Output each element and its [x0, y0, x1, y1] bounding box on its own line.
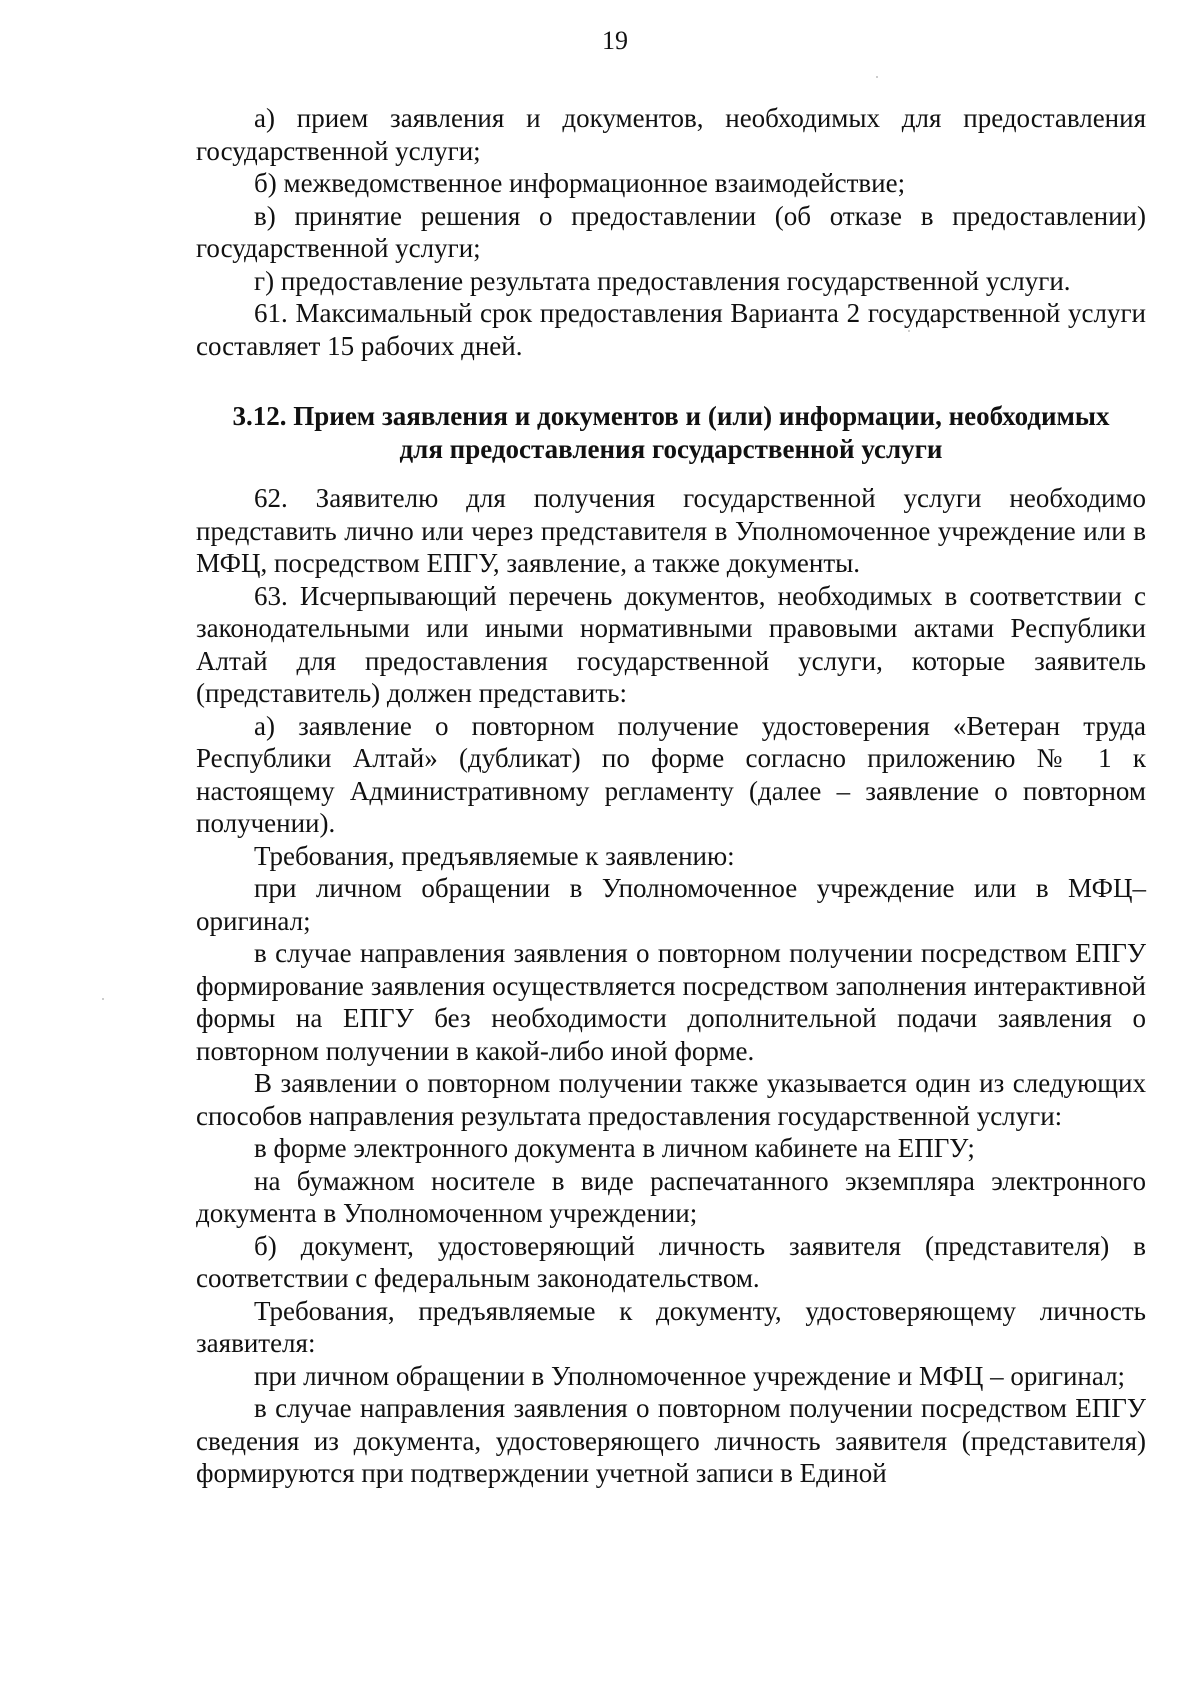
- document-body: [196, 102, 1146, 1490]
- page-number: 19: [602, 26, 628, 55]
- paragraph-61: 61. Максимальный срок предоставления Варианта 2 государственной услуги составляет 15 рабочих дней.: [196, 298, 1146, 361]
- paragraph-requirements-id: Требования, предъявляемые к документу, удостоверяющему личность заявителя:: [196, 1295, 1146, 1358]
- paragraph-requirements-application: Требования, предъявляемые к заявлению:: [254, 840, 735, 871]
- paragraph-item-b: б) межведомственное информационное взаимодействие;: [254, 168, 906, 198]
- paragraph-electronic-form: в форме электронного документа в личном кабинете на ЕПГУ;: [254, 1133, 975, 1163]
- paragraph-item-g: г) предоставление результата предоставления государственной услуги.: [254, 265, 1071, 296]
- paragraph-epgu-application: в случае направления заявления о повторном получении посредством ЕПГУ формирование заявления осуществляется посредством заполнения интерактивной формы на ЕПГУ без необходимости дополнительной подачи заявления о повторном получении в какой-либо иной форме.: [196, 938, 1146, 1066]
- paragraph-item-v: в) принятие решения о предоставлении (об отказе в предоставлении) государственной услуги;: [196, 200, 1146, 263]
- paragraph-63: 63. Исчерпывающий перечень документов, необходимых в соответствии с законодательными или иными нормативными правовыми актами Республики Алтай для предоставления государственной услуги, которые заявитель (представитель) должен представить:: [196, 580, 1146, 708]
- scan-artifact: [908, 330, 910, 332]
- paragraph-62: 62. Заявителю для получения государственной услуги необходимо представить лично или через представителя в Уполномоченное учреждение или в МФЦ, посредством ЕПГУ, заявление, а также документы.: [196, 483, 1146, 578]
- scan-artifact: [876, 76, 878, 78]
- paragraph-personal-visit: при личном обращении в Уполномоченное учреждение или в МФЦ– оригинал;: [196, 873, 1146, 936]
- section-heading: [196, 400, 1146, 466]
- section-heading-line-2: для предоставления государственной услуги: [399, 434, 943, 464]
- paragraph-result-methods: В заявлении о повторном получении также указывается один из следующих способов направления результата предоставления государственной услуги:: [196, 1068, 1146, 1131]
- paragraph-paper-form: на бумажном носителе в виде распечатанного экземпляра электронного документа в Уполномоченном учреждении;: [196, 1165, 1146, 1228]
- paragraph-63-a: а) заявление о повторном получение удостоверения «Ветеран труда Республики Алтай» (дубликат) по форме согласно приложению № 1 к настоящему Административному регламенту (далее – заявление о повторном получении).: [196, 710, 1146, 838]
- paragraph-personal-visit-id: при личном обращении в Уполномоченное учреждение и МФЦ – оригинал;: [254, 1360, 1126, 1391]
- scan-artifact: [102, 998, 104, 1000]
- paragraph-63-b: б) документ, удостоверяющий личность заявителя (представителя) в соответствии с федеральным законодательством.: [196, 1230, 1146, 1293]
- section-heading-line-1: 3.12. Прием заявления и документов и (или) информации, необходимых: [232, 401, 1110, 431]
- paragraph-epgu-id: в случае направления заявления о повторном получении посредством ЕПГУ сведения из документа, удостоверяющего личность заявителя (представителя) формируются при подтверждении учетной записи в Единой: [196, 1393, 1146, 1488]
- paragraph-item-a: а) прием заявления и документов, необходимых для предоставления государственной услуги;: [196, 103, 1146, 166]
